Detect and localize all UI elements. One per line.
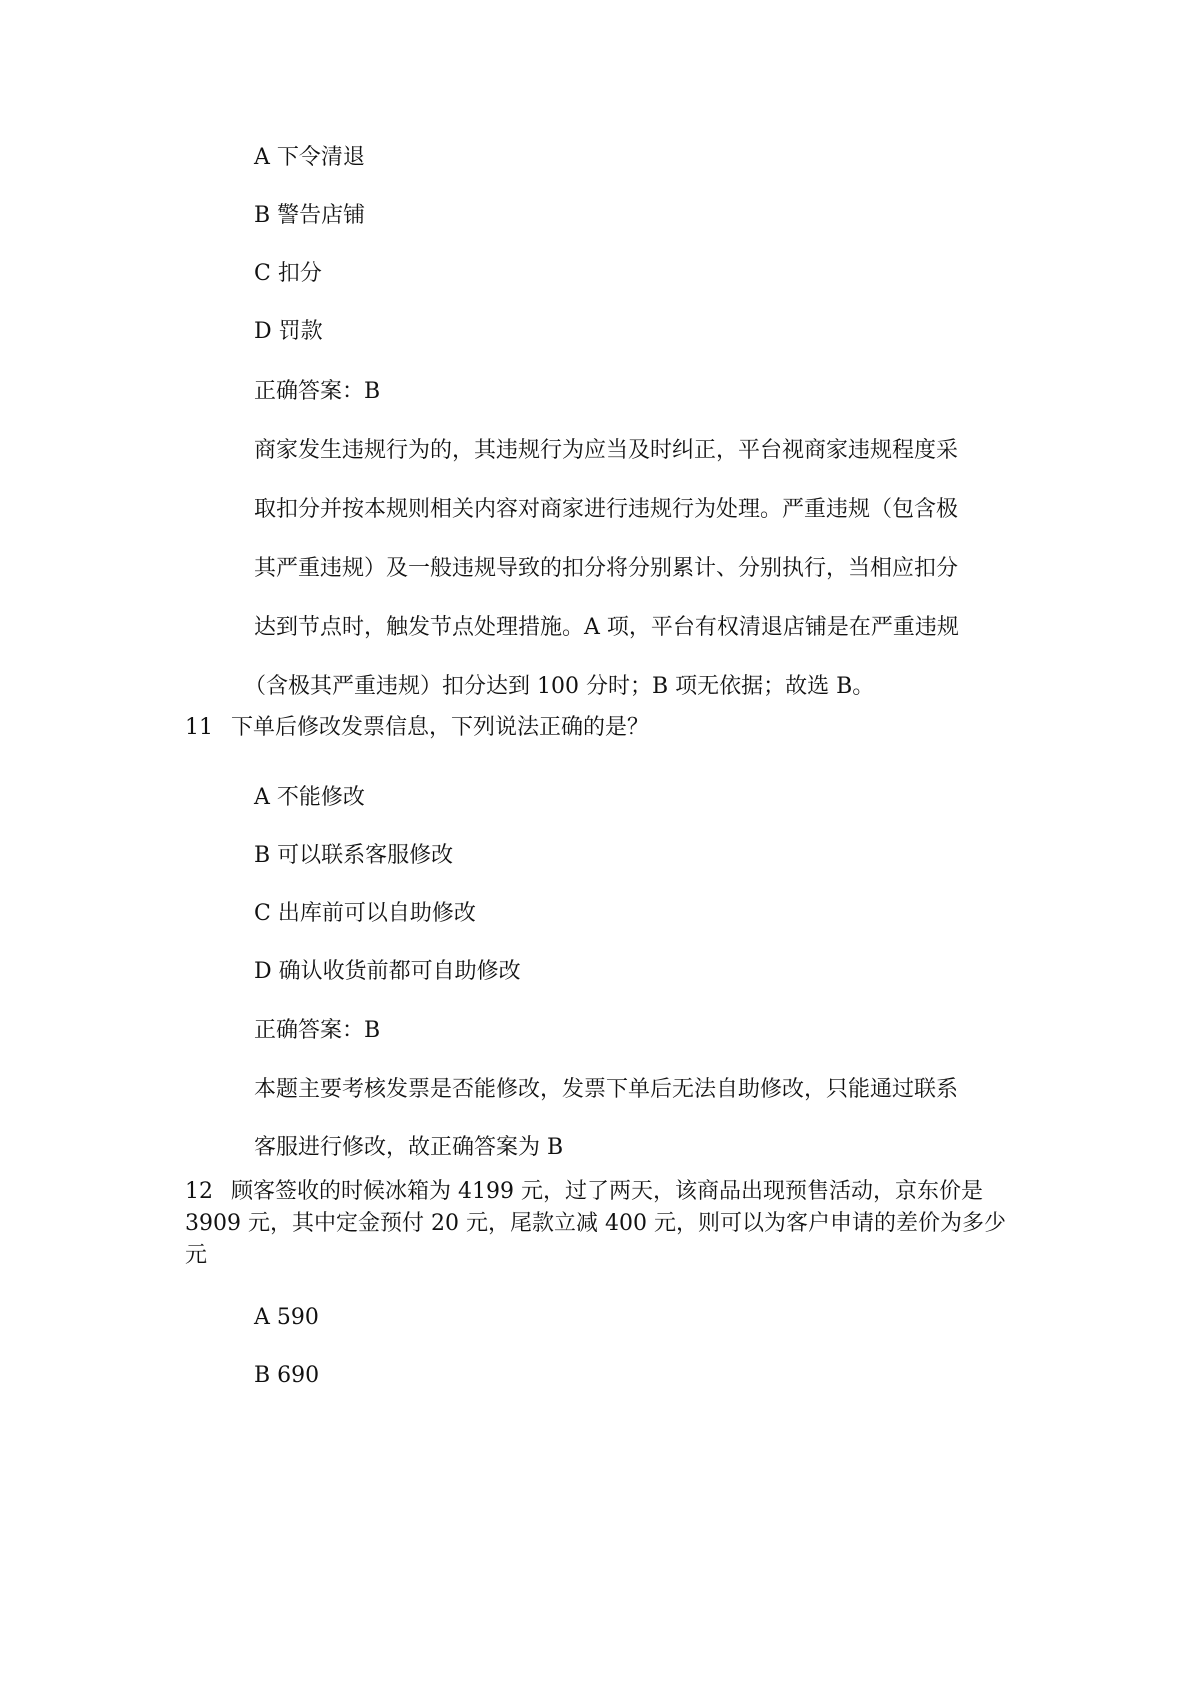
- q11-number: 11: [185, 715, 213, 740]
- q11-option-a: A 不能修改: [254, 785, 365, 810]
- q11-option-d: D 确认收货前都可自助修改: [254, 959, 521, 984]
- q11-text: 下单后修改发票信息，下列说法正确的是？: [231, 715, 650, 740]
- q12-option-b: B 690: [254, 1363, 320, 1388]
- q10-option-b: B 警告店铺: [254, 203, 366, 228]
- q11-option-c: C 出库前可以自助修改: [254, 901, 476, 926]
- q12-question: [185, 1176, 1015, 1272]
- q11-answer: 正确答案：B: [254, 1018, 381, 1043]
- q10-explanation-line-1: 商家发生违规行为的，其违规行为应当及时纠正，平台视商家违规程度采: [254, 438, 959, 463]
- q11-option-b: B 可以联系客服修改: [254, 843, 454, 868]
- q10-option-d: D 罚款: [254, 319, 323, 344]
- q11-explanation-line-1: 本题主要考核发票是否能修改，发票下单后无法自助修改，只能通过联系: [254, 1077, 959, 1102]
- q10-answer: 正确答案：B: [254, 379, 381, 404]
- q10-option-a: A 下令清退: [254, 145, 365, 170]
- q11-explanation-line-2: 客服进行修改，故正确答案为 B: [254, 1135, 564, 1160]
- q10-option-c: C 扣分: [254, 261, 322, 286]
- q10-explanation-line-3: 其严重违规）及一般违规导致的扣分将分别累计、分别执行，当相应扣分: [254, 556, 959, 581]
- q10-explanation-line-5: （含极其严重违规）扣分达到 100 分时；B 项无依据；故选 B。: [244, 674, 875, 699]
- q10-explanation-line-2: 取扣分并按本规则相关内容对商家进行违规行为处理。严重违规（包含极: [254, 497, 959, 522]
- q12-option-a: A 590: [254, 1305, 319, 1330]
- q12-text: 顾客签收的时候冰箱为 4199 元，过了两天，该商品出现预售活动，京东价是 3909 元，其中定金预付 20 元，尾款立减 400 元，则可以为客户申请的差价为多少元: [185, 1179, 1006, 1268]
- q12-number: 12: [185, 1179, 213, 1204]
- q10-explanation-line-4: 达到节点时，触发节点处理措施。A 项，平台有权清退店铺是在严重违规: [254, 615, 959, 640]
- q11-question: [185, 713, 649, 743]
